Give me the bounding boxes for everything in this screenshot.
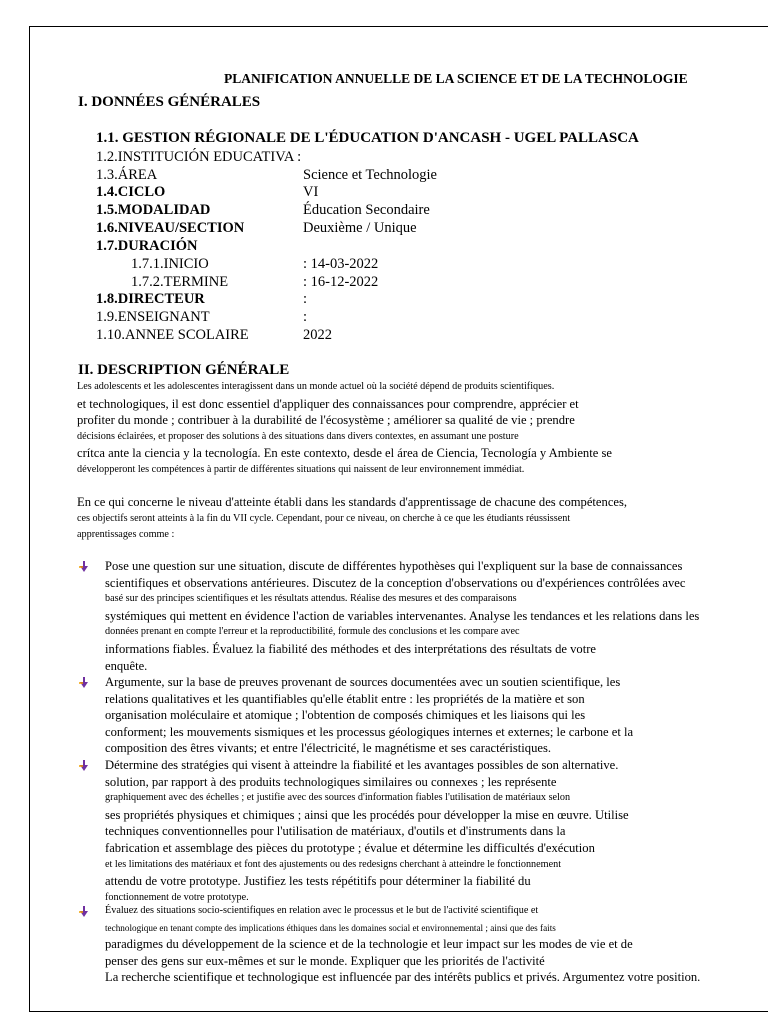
bullet-line: ses propriétés physiques et chimiques ; ainsi que les procédés pour développer la mise en œuvre. Utilise: [105, 807, 629, 822]
row-value: Deuxième / Unique: [303, 220, 417, 236]
bullet-line: fabrication et assemblage des pièces du prototype ; évalue et détermine les difficultés d'exécution: [105, 840, 595, 855]
bullet-line: informations fiables. Évaluez la fiabilité des méthodes et des interprétations des résultats de votre: [105, 641, 597, 656]
bullet-item: [105, 558, 768, 674]
bullet-line: composition des êtres vivants; et entre l'électricité, le magnétisme et ses caractéristiques.: [105, 741, 552, 756]
bullet-line: relations qualitatives et les quantifiables qu'elle établit entre : les propriétés de la matière et son: [105, 691, 585, 706]
row-label: 1.3.ÁREA: [96, 167, 158, 183]
row-label: 1.10.ANNEE SCOLAIRE: [96, 327, 249, 343]
paragraph-line: et technologiques, il est donc essentiel d'appliquer des connaissances pour comprendre, apprécier et: [77, 396, 579, 411]
bullet-line: organisation moléculaire et atomique ; l'obtention de composés chimiques et les liaisons qui les: [105, 708, 586, 723]
bullet-line: techniques conventionnelles pour l'utilisation de matériaux, d'outils et d'instruments dans la: [105, 824, 566, 839]
row-value: : 16-12-2022: [303, 274, 379, 290]
gestion-line: 1.1. GESTION RÉGIONALE DE L'ÉDUCATION D'ANCASH - UGEL PALLASCA: [96, 130, 639, 146]
row-value: Science et Technologie: [303, 167, 437, 183]
row-label: 1.4.CICLO: [96, 184, 166, 200]
paragraph-line: profiter du monde ; contribuer à la durabilité de l'écosystème ; améliorer sa qualité de vie ; prendre: [77, 413, 575, 428]
bullet-line: solution, par rapport à des produits technologiques similaires ou connexes ; les représente: [105, 774, 557, 789]
row-label: 1.7.1.INICIO: [131, 256, 209, 272]
document-title: PLANIFICATION ANNUELLE DE LA SCIENCE ET DE LA TECHNOLOGIE: [224, 71, 688, 86]
description-paragraph: [77, 379, 699, 479]
bullet-line: Pose une question sur une situation, discute de différentes hypothèses qui l'expliquent sur la base de connaissances: [105, 559, 683, 573]
row-label: 1.5.MODALIDAD: [96, 202, 211, 218]
row-label: 1.8.DIRECTEUR: [96, 291, 205, 307]
paragraph-line: En ce qui concerne le niveau d'atteinte établi dans les standards d'apprentissage de chacune des compétences,: [77, 495, 628, 509]
bullet-line: et les limitations des matériaux et font des ajustements ou des redesigns cherchant à atteindre le fonctionnement: [105, 858, 562, 870]
section-2-heading: II. DESCRIPTION GÉNÉRALE: [78, 362, 290, 378]
bullet-line: paradigmes du développement de la science et de la technologie et leur impact sur les modes de vie et de: [105, 937, 633, 952]
bullet-arrow-icon: [79, 561, 89, 573]
paragraph-line: ces objectifs seront atteints à la fin du VII cycle. Cependant, pour ce niveau, on cherche à ce que les étudiants réussissent: [77, 512, 571, 524]
paragraph-line: décisions éclairées, et proposer des solutions à des situations dans divers contextes, en assumant une posture: [77, 430, 519, 442]
bullet-item: [105, 903, 768, 986]
row-label: 1.7.2.TERMINE: [131, 274, 229, 290]
paragraph-line: développeront les compétences à partir de différentes situations qui naissent de leur environnement immédiat.: [77, 463, 525, 475]
row-label: 1.7.DURACIÓN: [96, 238, 198, 254]
bullet-line: conforment; les mouvements sismiques et les processus géologiques internes et externes; le carbone et la: [105, 724, 634, 739]
bullet-line: Évaluez des situations socio-scientifiques en relation avec le processus et le but de l'activité scientifique et: [105, 905, 539, 916]
row-value: 2022: [303, 327, 332, 343]
bullet-line: Détermine des stratégies qui visent à atteindre la fiabilité et les avantages possibles de son alternative.: [105, 758, 619, 772]
bullet-line: penser des gens sur eux-mêmes et sur le monde. Expliquer que les priorités de l'activité: [105, 953, 545, 968]
row-label: 1.9.ENSEIGNANT: [96, 309, 210, 325]
bullet-line: systémiques qui mettent en évidence l'action de variables intervenantes. Analyse les tendances et les relations dans les: [105, 608, 700, 623]
bullet-arrow-icon: [79, 906, 89, 918]
paragraph-line: Les adolescents et les adolescentes interagissent dans un monde actuel où la société dépend de produits scientifiques.: [77, 381, 555, 392]
paragraph-line: apprentissages comme :: [77, 529, 175, 541]
bullet-line: graphiquement avec des échelles ; et justifie avec des sources d'information fiables l'utilisation de matériaux selon: [105, 792, 571, 804]
bullet-line: basé sur des principes scientifiques et les résultats attendus. Réalise des mesures et des comparaisons: [105, 593, 517, 605]
bullet-arrow-icon: [79, 760, 89, 772]
row-value: VI: [303, 184, 319, 200]
row-value: Éducation Secondaire: [303, 202, 430, 218]
bullet-line: fonctionnement de votre prototype.: [105, 891, 249, 903]
paragraph-line: crítca ante la ciencia y la tecnología. En este contexto, desde el área de Ciencia, Tecnología y Ambiente se: [77, 446, 612, 461]
row-value: :: [303, 291, 308, 307]
bullet-line: La recherche scientifique et technologique est influencée par des intérêts publics et privés. Argumentez votre position.: [105, 970, 701, 985]
bullet-line: enquête.: [105, 658, 148, 673]
row-label: 1.6.NIVEAU/SECTION: [96, 220, 245, 236]
bullet-line: technologique en tenant compte des implications éthiques dans les domaines social et environnemental ; ainsi que des faits: [105, 922, 556, 933]
bullet-line: attendu de votre prototype. Justifiez les tests répétitifs pour déterminer la fiabilité du: [105, 874, 531, 889]
bullet-item: [105, 757, 768, 906]
row-value: :: [303, 309, 308, 325]
bullet-arrow-icon: [79, 677, 89, 689]
row-label: 1.2.INSTITUCIÓN EDUCATIVA :: [96, 149, 302, 165]
bullet-item: [105, 674, 768, 757]
bullet-line: Argumente, sur la base de preuves provenant de sources documentées avec un soutien scientifique, les: [105, 675, 621, 689]
section-1-heading: I. DONNÉES GÉNÉRALES: [78, 94, 261, 110]
bullet-line: scientifiques et observations antérieures. Discutez de la conception d'observations ou d'expériences contrôlées avec: [105, 575, 686, 590]
row-value: : 14-03-2022: [303, 256, 379, 272]
bullet-line: données prenant en compte l'erreur et la reproductibilité, formule des conclusions et les compare avec: [105, 626, 520, 638]
standards-paragraph: [77, 494, 699, 544]
